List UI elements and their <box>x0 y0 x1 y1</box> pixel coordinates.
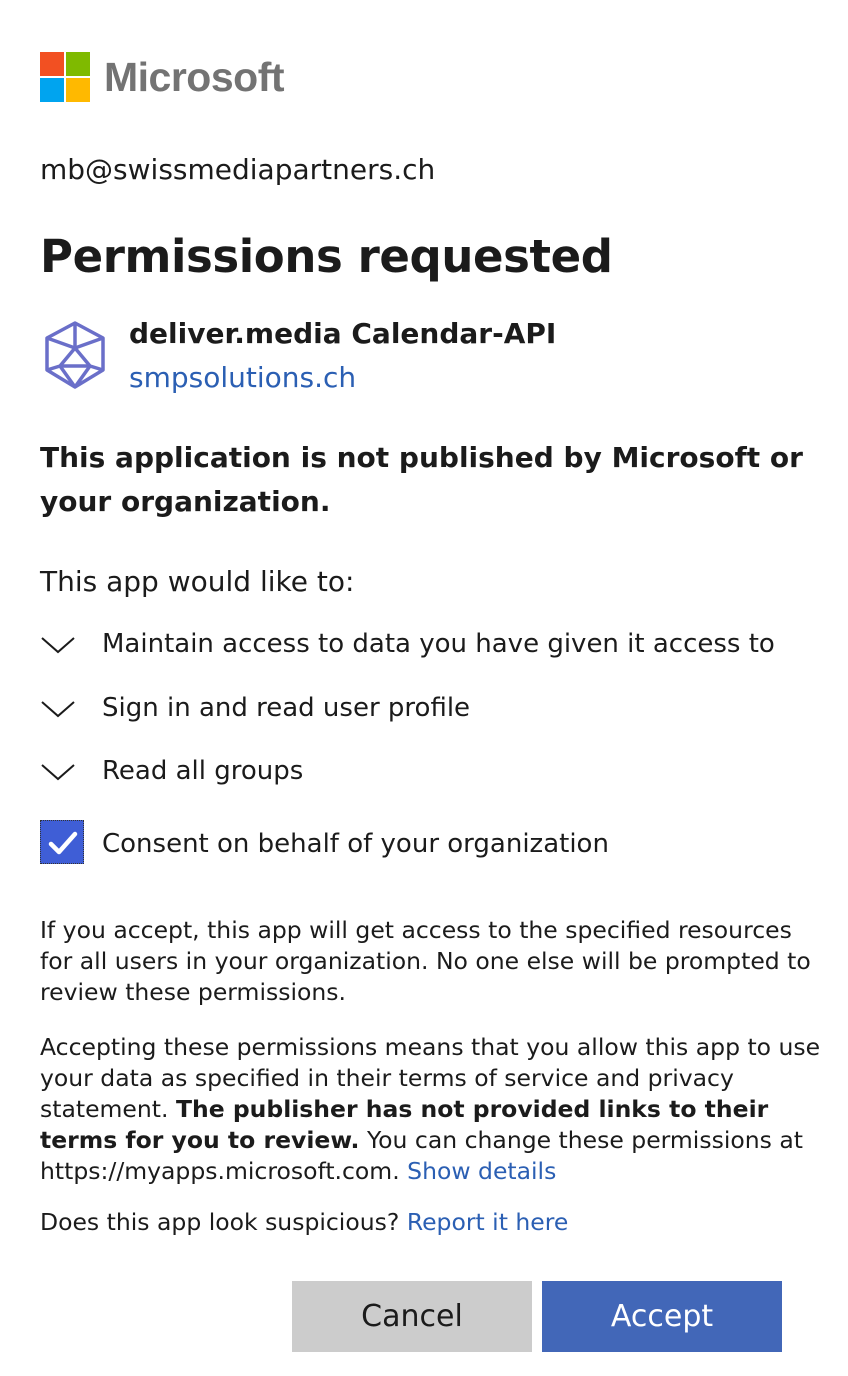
polyhedron-icon <box>40 320 110 390</box>
publisher-warning: This application is not published by Microsoft or your organization. <box>40 441 803 518</box>
chevron-down-icon <box>40 759 76 785</box>
report-link[interactable]: Report it here <box>406 1208 569 1236</box>
chevron-down-icon <box>40 696 76 722</box>
microsoft-wordmark: Microsoft <box>104 53 284 100</box>
suspicious-text: Does this app look suspicious? <box>40 1208 407 1236</box>
checkmark-icon <box>45 825 81 861</box>
terms-text-2: You can change these permissions at https://myapps.microsoft.com. <box>40 1126 803 1185</box>
dialog-buttons <box>292 1281 782 1352</box>
consent-checkbox[interactable] <box>40 820 84 864</box>
show-details-link[interactable]: Show details <box>407 1157 557 1185</box>
terms-text: Accepting these permissions means that you allow this app to use your data as specified in their terms of service and privacy statement. <box>40 1033 821 1123</box>
permissions-dialog <box>40 0 822 1376</box>
account-email: mb@swissmediapartners.ch <box>40 153 436 186</box>
consent-label[interactable]: Consent on behalf of your organization <box>102 829 609 859</box>
permission-item-sign-in[interactable] <box>40 688 822 728</box>
permission-label: Maintain access to data you have given it access to <box>102 629 775 659</box>
permission-item-read-groups[interactable] <box>40 751 822 791</box>
org-access-info: If you accept, this app will get access to the specified resources for all users in your organization. No one else will be prompted to review these permissions. <box>40 916 811 1006</box>
permission-label: Read all groups <box>102 756 304 786</box>
page-title: Permissions requested <box>40 230 613 283</box>
permissions-heading: This app would like to: <box>40 565 355 598</box>
app-domain-link[interactable]: smpsolutions.ch <box>129 361 357 394</box>
microsoft-logo <box>40 52 284 102</box>
permission-label: Sign in and read user profile <box>102 693 471 723</box>
terms-warning: The publisher has not provided links to their terms for you to review. <box>40 1095 769 1154</box>
chevron-down-icon <box>40 632 76 658</box>
suspicious-app-row <box>40 1207 830 1238</box>
terms-paragraph <box>40 1032 830 1187</box>
cancel-button[interactable]: Cancel <box>292 1281 532 1352</box>
app-name: deliver.media Calendar-API <box>129 317 557 350</box>
consent-option <box>40 820 822 868</box>
accept-button[interactable]: Accept <box>542 1281 782 1352</box>
permission-item-maintain-access[interactable] <box>40 624 822 664</box>
microsoft-logo-icon <box>40 52 90 102</box>
